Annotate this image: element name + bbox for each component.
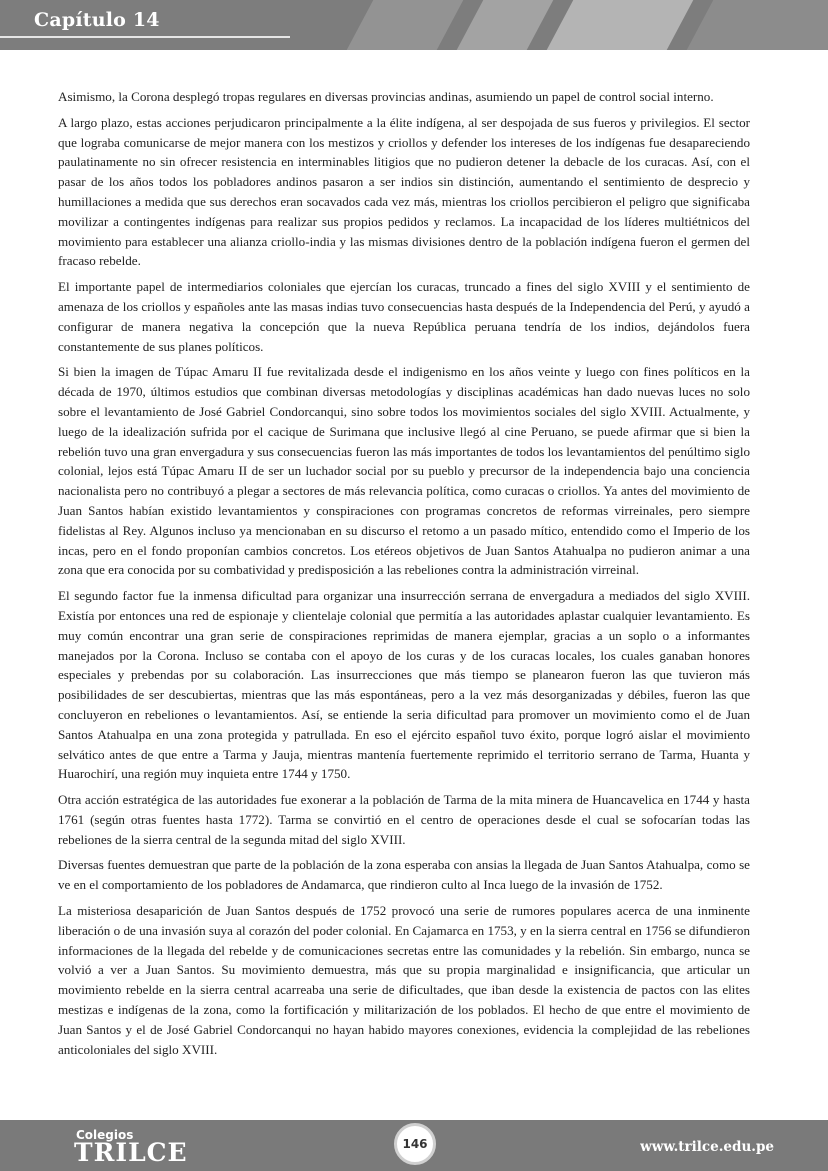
paragraph: Si bien la imagen de Túpac Amaru II fue revitalizada desde el indigenismo en los años veinte y luego con fines políticos en la década de 1970, últimos estudios que combinan diversas metodologías y disciplinas académicas han dado nuevas luces no solo sobre el levantamiento de José Gabriel Condorcanqui, sino sobre todos los movimientos sociales del siglo XVIII. Actualmente, y luego de la idealización sufrida por el cacique de Surimana que inclusive llegó al cine Peruano, se puede afirmar que si bien la rebelión tuvo una gran envergadura y sus consecuencias fueron las más importantes de todos los levantamientos del penúltimo siglo colonial, lejos está Túpac Amaru II de ser un luchador social por su pueblo y precursor de la independencia bajo una conciencia nacionalista pero no contribuyó a plegar a sectores de más relevancia política, como curacas o criollos. Ya antes del movimiento de Juan Santos habían existido levantamientos y conspiraciones con programas concretos de reformas virreinales, pero siempre fidelistas al Rey. Algunos incluso ya mencionaban en su discurso el retomo a un pasado mítico, entendido como el Imperio de los incas, pero en el fondo proponían cambios concretos. Los etéreos objetivos de Juan Santos Atahualpa no pudieron animar a una zona que era conocida por su combatividad y predisposición a las rebeliones contra la administración virreinal. bbox=[58, 364, 750, 578]
website-url: www.trilce.edu.pe bbox=[640, 1139, 774, 1155]
paragraph: El segundo factor fue la inmensa dificultad para organizar una insurrección serrana de envergadura a mediados del siglo XVIII. Existía por entonces una red de espionaje y clientelaje colonial que permitía a las autoridades aplastar cualquier levantamiento. Es muy común encontrar una gran serie de conspiraciones reprimidas de manera ejemplar, gracias a un soplo o a informantes manejados por la Corona. Incluso se contaba con el apoyo de los curas y de los curacas locales, los cuales ganaban honores especiales y prebendas por su colaboración. Las insurrecciones que más tiempo se planearon fueron las que tuvieron más posibilidades de ser descubiertas, mientras que las más espontáneas, pero a la vez más desorganizadas y débiles, fueron las que concluyeron en rebeliones o levantamientos. Así, se entiende la seria dificultad para promover un movimiento como el de Juan Santos Atahualpa en una zona protegida y patrullada. En eso el ejército español tuvo éxito, porque logró aislar el movimiento selvático antes de que entre a Tarma y Jauja, mientras mantenía fuertemente reprimido el territorio serrano de Tarma, Huanta y Huarochirí, una región muy inquieta entre 1744 y 1750. bbox=[58, 588, 750, 782]
logo-subtitle: Colegios bbox=[76, 1128, 134, 1142]
paragraph: El importante papel de intermediarios coloniales que ejercían los curacas, truncado a fines del siglo XVIII y el sentimiento de amenaza de los criollos y españoles ante las masas indias tuvo consecuencias hasta después de la Independencia del Perú, y ayudó a configurar de manera negativa la concepción que la nueva República peruana tendría de los indios, dejándolos fuera constantemente de sus planes políticos. bbox=[58, 279, 750, 354]
header-decoration bbox=[687, 0, 828, 50]
paragraph: Asimismo, la Corona desplegó tropas regulares en diversas provincias andinas, asumiendo un papel de control social interno. bbox=[58, 89, 714, 104]
body-text bbox=[58, 87, 750, 1065]
paragraph: A largo plazo, estas acciones perjudicaron principalmente a la élite indígena, al ser despojada de sus fueros y privilegios. El sector que lograba comunicarse de mejor manera con los mestizos y criollos y defender los intereses de los indígenas fue desapareciendo paulatinamente no sin ofrecer resistencia en interminables litigios que no pudieron detener la debacle de los curacas. Así, con el pasar de los años todos los pobladores andinos pasaron a ser indios sin distinción, aumentando el sentimiento de desprecio y humillaciones a medida que sus derechos eran socavados cada vez más, mientras los criollos percibieron el peligro que significaba movilizar a contingentes indígenas para realizar sus propios pedidos y reclamos. La incapacidad de los líderes multiétnicos del movimiento para establecer una alianza criollo-india y las mismas divisiones dentro de la población indígena fueron el germen del fracaso rebelde. bbox=[58, 114, 750, 269]
paragraph: Diversas fuentes demuestran que parte de la población de la zona esperaba con ansias la llegada de Juan Santos Atahualpa, como se ve en el comportamiento de los pobladores de Andamarca, que rindieron culto al Inca luego de la invasión de 1752. bbox=[58, 857, 750, 893]
paragraph: Otra acción estratégica de las autoridades fue exonerar a la población de Tarma de la mita minera de Huancavelica en 1744 y hasta 1761 (según otras fuentes hasta 1772). Tarma se convirtió en el centro de operaciones desde el cual se sofocarían todas las rebeliones de la sierra central de la segunda mitad del siglo XVIII. bbox=[58, 792, 750, 847]
header-underline bbox=[0, 36, 290, 38]
header-decoration bbox=[457, 0, 554, 50]
page-footer bbox=[0, 1120, 828, 1171]
paragraph: La misteriosa desaparición de Juan Santos después de 1752 provocó una serie de rumores populares acerca de una inminente liberación o de una invasión suya al corazón del poder colonial. En Cajamarca en 1753, y en la sierra central en 1756 se difundieron informaciones de la llegada del rebelde y de comunicaciones secretas entre las comunidades y la rebelión. Sin embargo, nunca se volvió a ver a Juan Santos. Su movimiento demuestra, más que su propia marginalidad e insignificancia, que articular un movimiento rebelde en la sierra central acarreaba una serie de dificultades, que iban desde la existencia de pactos con las elites mestizas e indígenas de la zona, como la fortificación y militarización de los poblados. El hecho de que entre el movimiento de Juan Santos y el de José Gabriel Condorcanqui no hayan habido mayores conexiones, evidencia la complejidad de las rebeliones anticoloniales del siglo XVIII. bbox=[58, 903, 750, 1057]
header-decoration bbox=[347, 0, 464, 50]
header-decoration bbox=[547, 0, 694, 50]
page-header bbox=[0, 0, 828, 50]
chapter-title: Capítulo 14 bbox=[34, 9, 160, 31]
logo-wordmark: TRILCE bbox=[74, 1138, 188, 1167]
page-number: 146 bbox=[394, 1123, 436, 1165]
